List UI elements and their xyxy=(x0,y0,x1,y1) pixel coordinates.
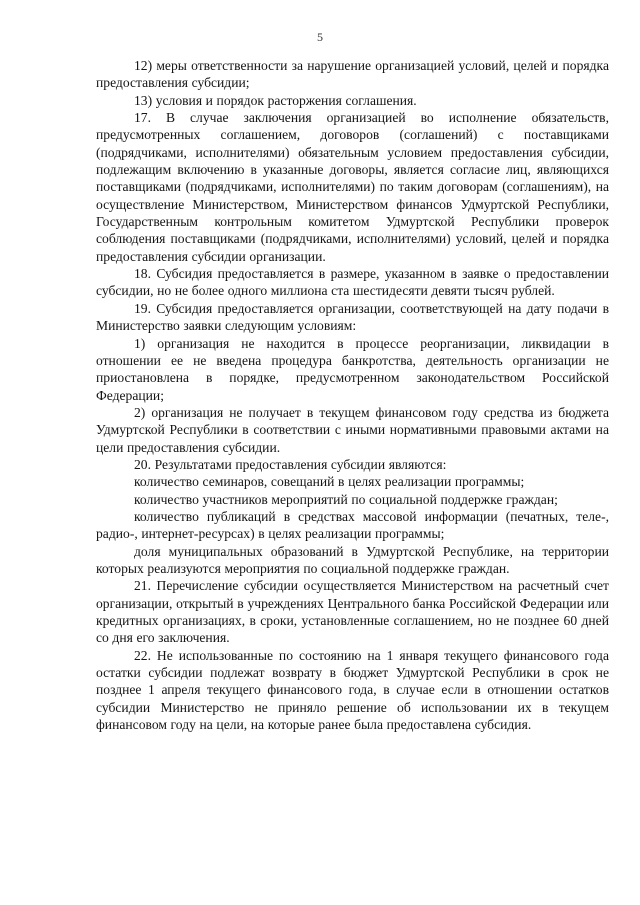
paragraph-clause-20: 20. Результатами предоставления субсидии являются: xyxy=(134,456,447,472)
paragraph-clause-18: 18. Субсидия предоставляется в размере, указанном в заявке о предоставлении субсидии, но не более одного миллиона ста шестидесяти девяти тысяч рублей. xyxy=(96,266,609,299)
paragraph-item-13: 13) условия и порядок расторжения соглашения. xyxy=(134,92,417,108)
paragraph-result-municipalities: доля муниципальных образований в Удмуртской Республике, на территории которых реализуются мероприятия по социальной поддержке граждан. xyxy=(96,543,609,576)
document-body xyxy=(96,57,609,733)
paragraph-condition-2: 2) организация не получает в текущем финансовом году средства из бюджета Удмуртской Республики в соответствии с иными нормативными правовыми актами на цели предоставления субсидии. xyxy=(96,404,609,455)
paragraph-result-participants: количество участников мероприятий по социальной поддержке граждан; xyxy=(134,491,558,507)
paragraph-condition-1: 1) организация не находится в процессе реорганизации, ликвидации в отношении ее не введена процедура банкротства, деятельность организации не приостановлена в порядке, предусмотренном законодательством Российской Федерации; xyxy=(96,335,609,403)
paragraph-result-publications: количество публикаций в средствах массовой информации (печатных, теле-, радио-, интернет-ресурсах) в целях реализации программы; xyxy=(96,508,609,542)
paragraph-clause-21: 21. Перечисление субсидии осуществляется Министерством на расчетный счет организации, открытый в учреждениях Центрального банка Российской Федерации или кредитных организациях, в сроки, установленные соглашением, но не позднее 60 дней со дня его заключения. xyxy=(96,578,609,646)
paragraph-item-12: 12) меры ответственности за нарушение организацией условий, целей и порядка предоставления субсидии; xyxy=(96,58,609,91)
paragraph-clause-22: 22. Не использованные по состоянию на 1 января текущего финансового года остатки субсидии подлежат возврату в бюджет Удмуртской Республики в срок не позднее 1 апреля текущего финансового года, в случае если в отношении остатков субсидии Министерство не приняло решение об использовании их в текущем финансовом году на цели, на которые ранее была предоставлена субсидия. xyxy=(96,647,609,733)
paragraph-result-seminars: количество семинаров, совещаний в целях реализации программы; xyxy=(134,474,525,490)
paragraph-clause-17: 17. В случае заключения организацией во исполнение обязательств, предусмотренных соглашением, договоров (соглашений) с поставщиками (подрядчиками, исполнителями) обязательным условием предоставления субсидии, подлежащим включению в указанные договоры, является согласие лиц, являющихся поставщиками (подрядчиками, исполнителями) по таким договорам (соглашениям), на осуществление Министерством, Министерством финансов Удмуртской Республики, Государственным контрольным комитетом Удмуртской Республики проверок соблюдения поставщиками (подрядчиками, исполнителями) условий, целей и порядка предоставления субсидии организации. xyxy=(96,110,609,264)
page-number: 5 xyxy=(317,30,323,44)
paragraph-clause-19: 19. Субсидия предоставляется организации, соответствующей на дату подачи в Министерство заявки следующим условиям: xyxy=(96,300,609,334)
